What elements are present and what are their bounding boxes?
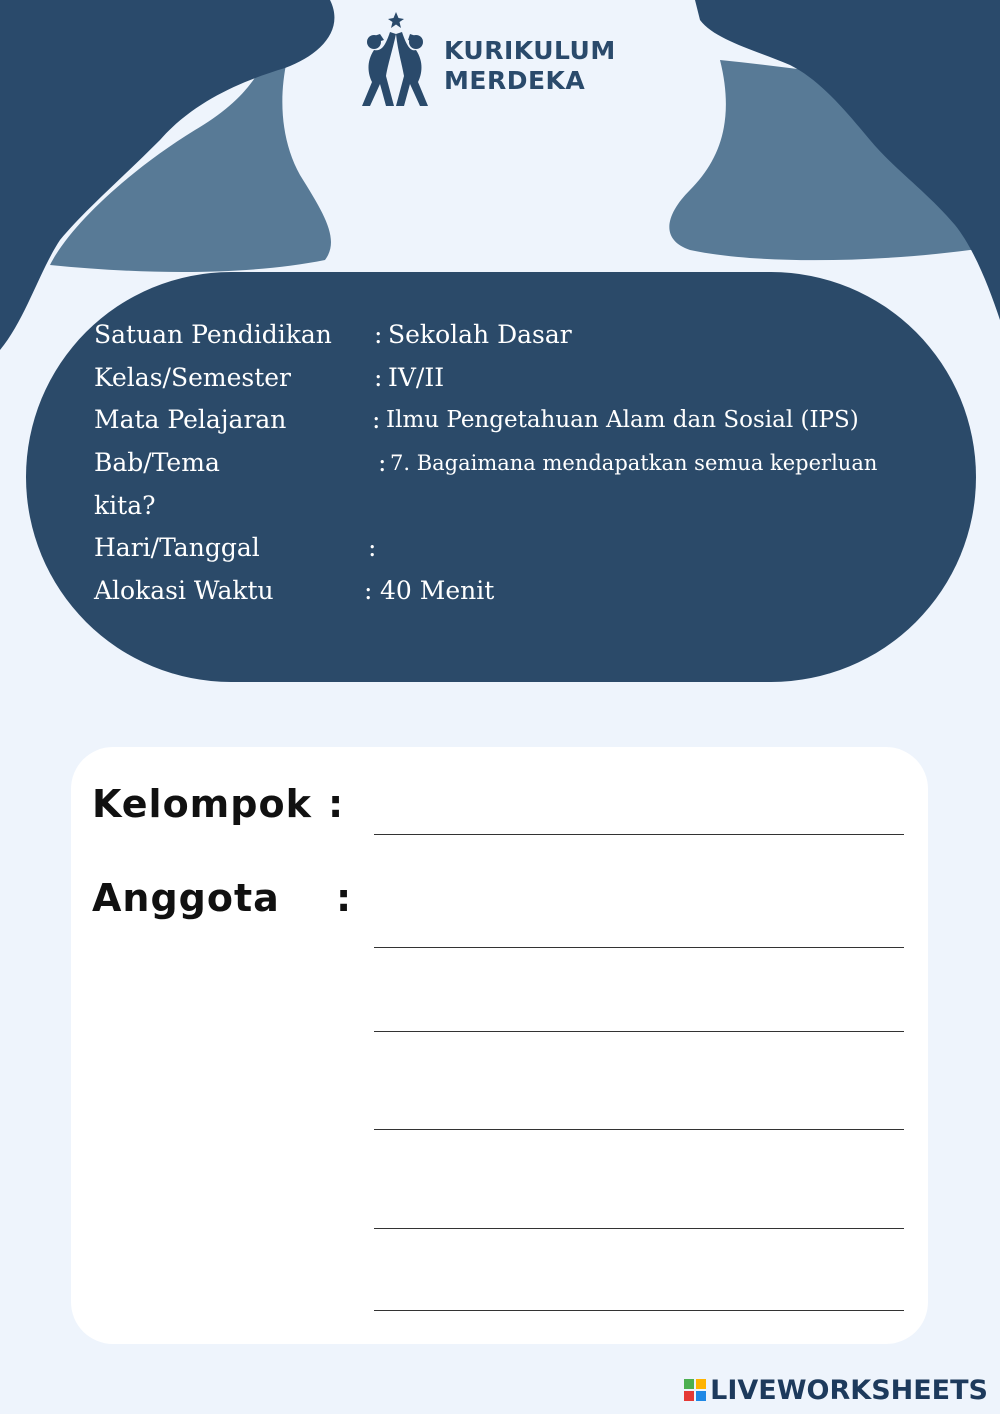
info-label: Bab/Tema — [94, 448, 220, 477]
logo-line-1: KURIKULUM — [444, 36, 616, 65]
members-label: Anggota — [92, 876, 280, 920]
info-separator: : — [364, 576, 373, 605]
info-label: Satuan Pendidikan — [94, 320, 332, 349]
info-label: Mata Pelajaran — [94, 405, 287, 434]
member-line-5[interactable] — [374, 1310, 904, 1311]
info-separator: : — [374, 363, 383, 392]
students-raising-hands-icon — [352, 12, 440, 108]
logo-line-2: MERDEKA — [444, 66, 586, 95]
info-separator: : — [378, 448, 387, 477]
group-label: Kelompok — [92, 782, 312, 826]
group-form-card — [71, 747, 928, 1344]
info-value: 40 Menit — [380, 576, 495, 605]
info-separator: : — [368, 533, 377, 562]
members-colon: : — [336, 876, 352, 920]
liveworksheets-wordmark: LIVEWORKSHEETS — [710, 1374, 988, 1406]
liveworksheets-brand[interactable] — [684, 1372, 988, 1408]
info-label: Kelas/Semester — [94, 363, 291, 392]
info-value: IV/II — [388, 363, 445, 392]
kurikulum-merdeka-logo — [352, 12, 632, 112]
member-line-4[interactable] — [374, 1228, 904, 1229]
group-name-line[interactable] — [374, 834, 904, 835]
info-label: Hari/Tanggal — [94, 533, 260, 562]
info-value: Sekolah Dasar — [388, 320, 572, 349]
group-colon: : — [328, 782, 344, 826]
logo-wordmark — [444, 36, 616, 96]
info-label: Alokasi Waktu — [94, 576, 274, 605]
member-line-2[interactable] — [374, 1031, 904, 1032]
liveworksheets-logo-icon — [684, 1379, 706, 1401]
info-continuation: kita? — [94, 491, 156, 520]
info-separator: : — [372, 405, 381, 434]
member-line-3[interactable] — [374, 1129, 904, 1130]
info-value: 7. Bagaimana mendapatkan semua keperluan — [390, 451, 878, 475]
info-value: Ilmu Pengetahuan Alam dan Sosial (IPS) — [386, 407, 859, 433]
info-separator: : — [374, 320, 383, 349]
member-line-1[interactable] — [374, 947, 904, 948]
